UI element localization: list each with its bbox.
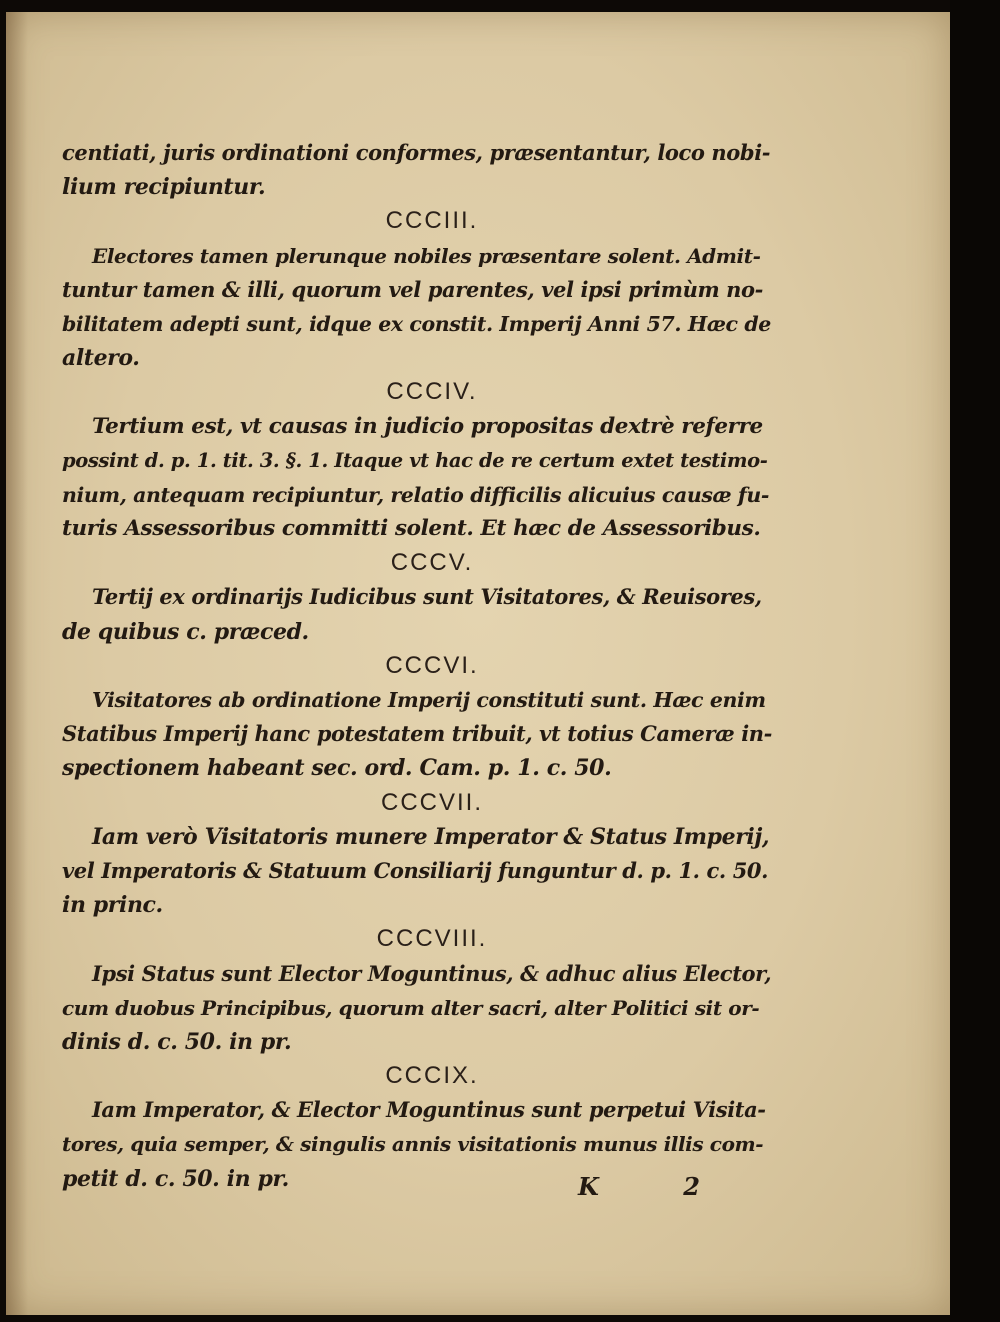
book-board-edge (950, 0, 1000, 1322)
text-line: Tertium est, vt causas in judicio propositas dextrè referre (92, 413, 763, 439)
text-line: turis Assessoribus committi solent. Et hæc de Assessoribus. (62, 516, 761, 542)
section-heading: CCCIX. (385, 1062, 479, 1090)
text-line: spectionem habeant sec. ord. Cam. p. 1. c. 50. (62, 755, 612, 782)
section-heading: CCCVII. (380, 788, 483, 816)
text-line: possint d. p. 1. tit. 3. §. 1. Itaque vt hac de re certum extet testimo- (62, 448, 768, 472)
section-heading: CCCVIII. (376, 925, 488, 953)
text-line: de quibus c. præced. (62, 618, 309, 645)
section-heading: CCCVI. (385, 651, 479, 679)
book-page (6, 12, 950, 1315)
text-line: Visitatores ab ordinatione Imperij constituti sunt. Hæc enim (92, 688, 766, 712)
text-line: altero. (62, 345, 140, 372)
page-spine-shadow (6, 12, 28, 1315)
text-line: Tertij ex ordinarijs Iudicibus sunt Visitatores, & Reuisores, (92, 584, 762, 610)
text-line: Electores tamen plerunque nobiles præsentare solent. Admit- (92, 243, 761, 268)
text-line: dinis d. c. 50. in pr. (62, 1028, 292, 1055)
signature-mark: K 2 (578, 1172, 738, 1201)
text-line: tuntur tamen & illi, quorum vel parentes, vel ipsi primùm no- (62, 276, 763, 302)
section-heading: CCCIV. (386, 378, 478, 406)
text-line: centiati, juris ordinationi conformes, præsentantur, loco nobi- (62, 140, 771, 165)
text-line: Iam Imperator, & Elector Moguntinus sunt perpetui Visita- (92, 1097, 766, 1123)
text-line: petit d. c. 50. in pr. (62, 1165, 289, 1192)
section-heading: CCCIII. (385, 207, 479, 235)
text-line: Ipsi Status sunt Elector Moguntinus, & adhuc alius Elector, (92, 960, 772, 986)
text-line: Statibus Imperij hanc potestatem tribuit, vt totius Cameræ in- (62, 721, 772, 747)
text-line: lium recipiuntur. (62, 174, 266, 201)
text-line: Iam verò Visitatoris munere Imperator & Status Imperij, (92, 823, 770, 850)
text-line: in princ. (62, 892, 163, 919)
page-text-block (62, 136, 772, 1196)
text-line: tores, quia semper, & singulis annis visitationis munus illis com- (62, 1132, 764, 1157)
text-line: bilitatem adepti sunt, idque ex constit. Imperij Anni 57. Hæc de (62, 311, 771, 336)
text-line: cum duobus Principibus, quorum alter sacri, alter Politici sit or- (62, 995, 760, 1020)
text-line: vel Imperatoris & Statuum Consiliarij funguntur d. p. 1. c. 50. (62, 857, 769, 883)
section-heading: CCCV. (390, 549, 474, 577)
text-line: nium, antequam recipiuntur, relatio difficilis alicuius causæ fu- (62, 482, 769, 507)
